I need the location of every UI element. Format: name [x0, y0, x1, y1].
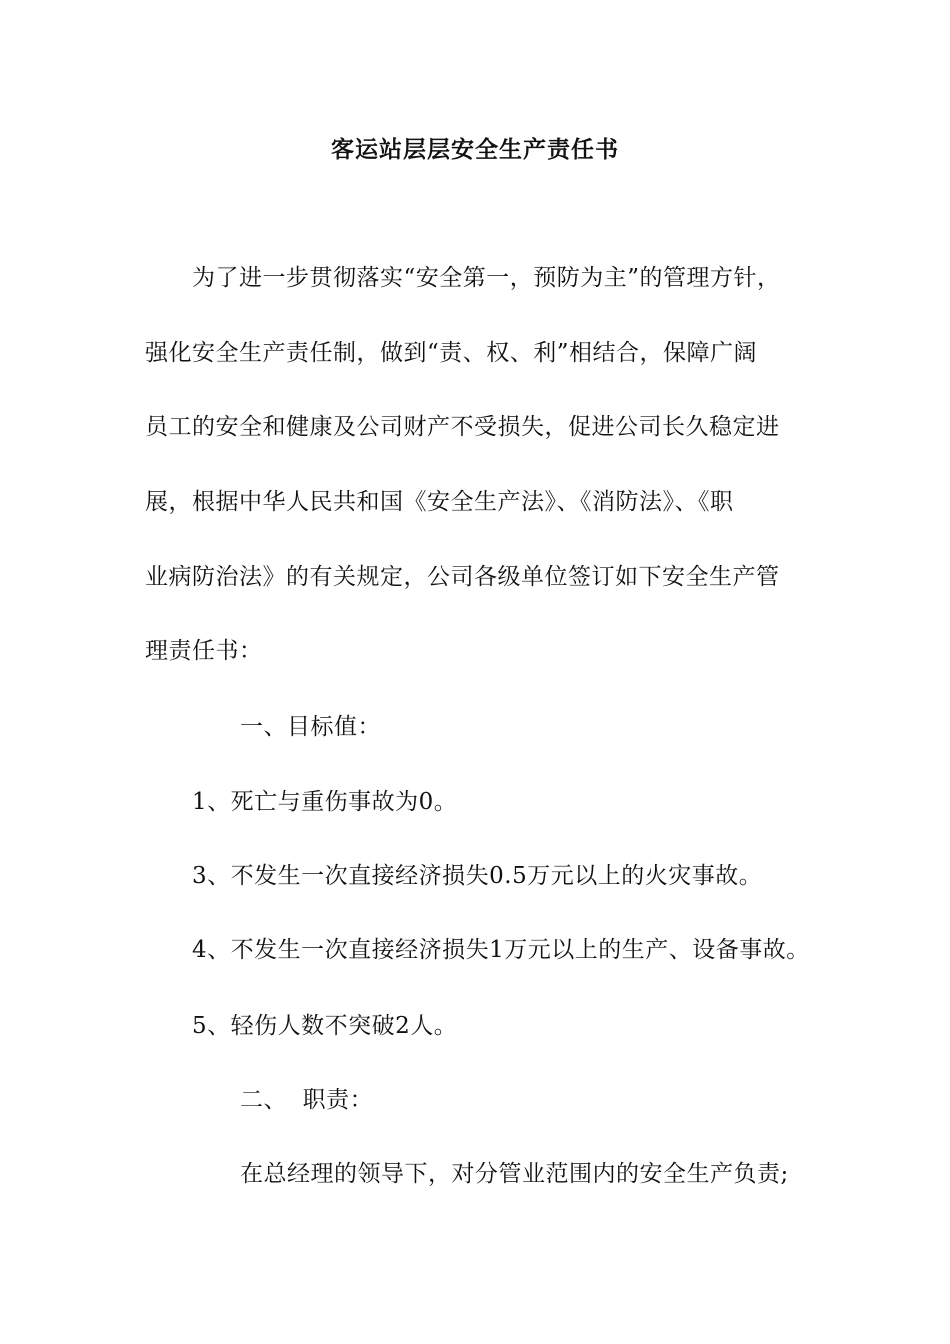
target-item-3: 3、不发生一次直接经济损失0.5万元以上的火灾事故。 — [192, 863, 763, 889]
intro-line-2: 强化安全生产责任制，做到“责、权、利”相结合，保障广阔 — [145, 340, 758, 366]
intro-line-5: 业病防治法》的有关规定，公司各级单位签订如下安全生产管 — [145, 564, 780, 590]
intro-line-6: 理责任书： — [145, 638, 263, 664]
duty-line: 在总经理的领导下，对分管业范围内的安全生产负责; — [240, 1161, 789, 1187]
section-heading-duties: 二、 职责： — [240, 1087, 374, 1113]
intro-line-1: 为了进一步贯彻落实“安全第一，预防为主”的管理方针， — [192, 265, 781, 291]
target-item-5: 5、轻伤人数不突破2人。 — [192, 1013, 458, 1039]
target-item-4: 4、不发生一次直接经济损失1万元以上的生产、设备事故。 — [192, 937, 810, 963]
intro-line-4: 展，根据中华人民共和国《安全生产法》、《消防法》、《职 — [145, 489, 734, 515]
target-item-1: 1、死亡与重伤事故为0。 — [192, 789, 458, 815]
intro-line-3: 员工的安全和健康及公司财产不受损失，促进公司长久稳定进 — [145, 414, 780, 440]
section-heading-targets: 一、目标值： — [240, 714, 381, 740]
document-title: 客运站层层安全生产责任书 — [331, 136, 619, 163]
